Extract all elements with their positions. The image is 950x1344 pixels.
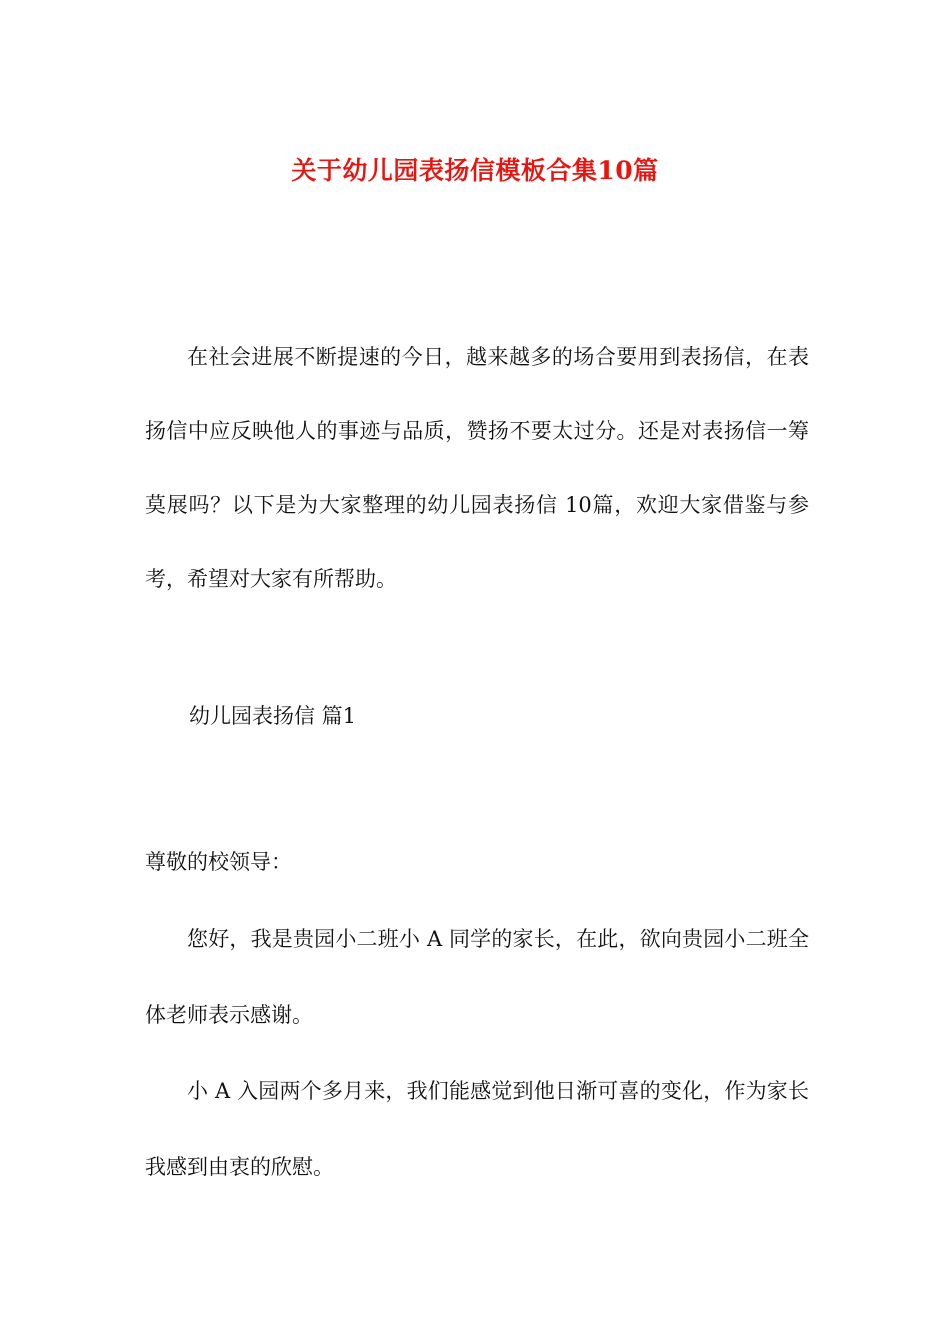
body-paragraph: 小 A 入园两个多月来，我们能感觉到他日渐可喜的变化，作为家长我感到由衷的欣慰。 [145, 1079, 809, 1179]
section-heading: 幼儿园表扬信 篇1 [189, 704, 357, 728]
body-paragraph: 您好，我是贵园小二班小 A 同学的家长，在此，欲向贵园小二班全体老师表示感谢。 [145, 927, 809, 1027]
intro-paragraph: 在社会进展不断提速的今日，越来越多的场合要用到表扬信，在表扬信中应反映他人的事迹与品质，赞扬不要太过分。还是对表扬信一筹莫展吗？以下是为大家整理的幼儿园表扬信 10篇，欢迎大家借鉴与参考，希望对大家有所帮助。 [145, 345, 809, 591]
salutation: 尊敬的校领导： [145, 850, 292, 874]
document-title: 关于幼儿园表扬信模板合集10篇 [291, 155, 659, 185]
